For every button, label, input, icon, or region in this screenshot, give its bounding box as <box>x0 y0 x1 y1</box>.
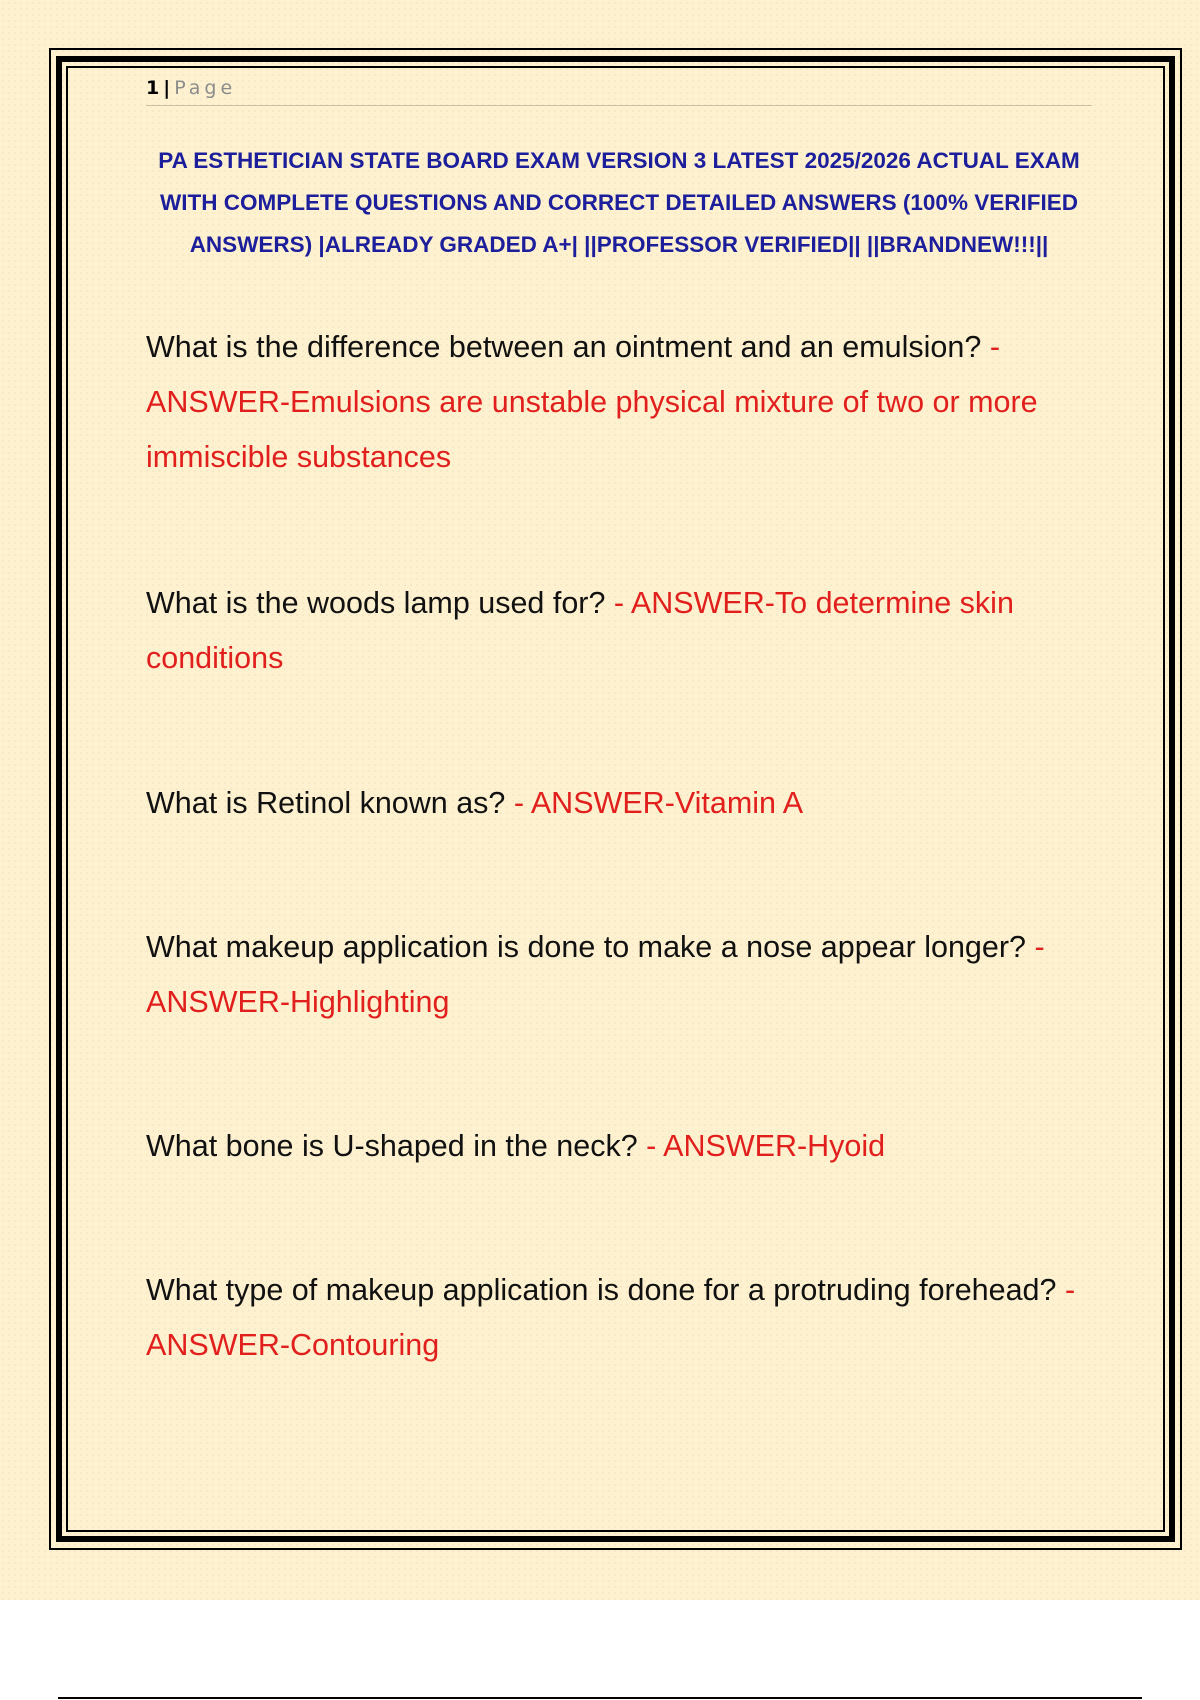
qa-item <box>146 576 1092 686</box>
page-number: 1 <box>146 77 160 99</box>
qa-item <box>146 1263 1092 1373</box>
question-text: What type of makeup application is done for a protruding forehead? <box>146 1273 1065 1307</box>
question-text: What makeup application is done to make a nose appear longer? <box>146 930 1035 964</box>
question-text: What bone is U-shaped in the neck? <box>146 1129 647 1163</box>
page-label: Page <box>174 77 237 99</box>
answer-text: - ANSWER-Hyoid <box>646 1129 886 1163</box>
qa-item <box>146 776 1092 831</box>
question-text: What is Retinol known as? <box>146 786 514 820</box>
question-text: What is the woods lamp used for? <box>146 586 614 620</box>
answer-text: - ANSWER-Highlighting <box>146 930 1045 1019</box>
answer-text: - ANSWER-To determine skin conditions <box>146 586 1014 675</box>
question-text: What is the difference between an ointment and an emulsion? <box>146 330 990 364</box>
answer-text: -ANSWER-Emulsions are unstable physical mixture of two or more immiscible substances <box>146 330 1038 474</box>
qa-item <box>146 920 1092 1030</box>
document-title: PA ESTHETICIAN STATE BOARD EXAM VERSION 3 LATEST 2025/2026 ACTUAL EXAM WITH COMPLETE QUESTIONS AND CORRECT DETAILED ANSWERS (100% VERIFIED ANSWERS) |ALREADY GRADED A+| ||PROFESSOR VERIFIED|| ||BRANDNEW!!!|| <box>158 148 1080 257</box>
next-page-rule <box>58 1697 1142 1699</box>
qa-item <box>146 1119 1092 1174</box>
page-separator: | <box>163 77 171 99</box>
answer-text: - ANSWER-Vitamin A <box>513 786 804 820</box>
answer-text: - ANSWER-Contouring <box>146 1273 1076 1362</box>
qa-item <box>146 320 1092 485</box>
page-header <box>146 74 1092 106</box>
